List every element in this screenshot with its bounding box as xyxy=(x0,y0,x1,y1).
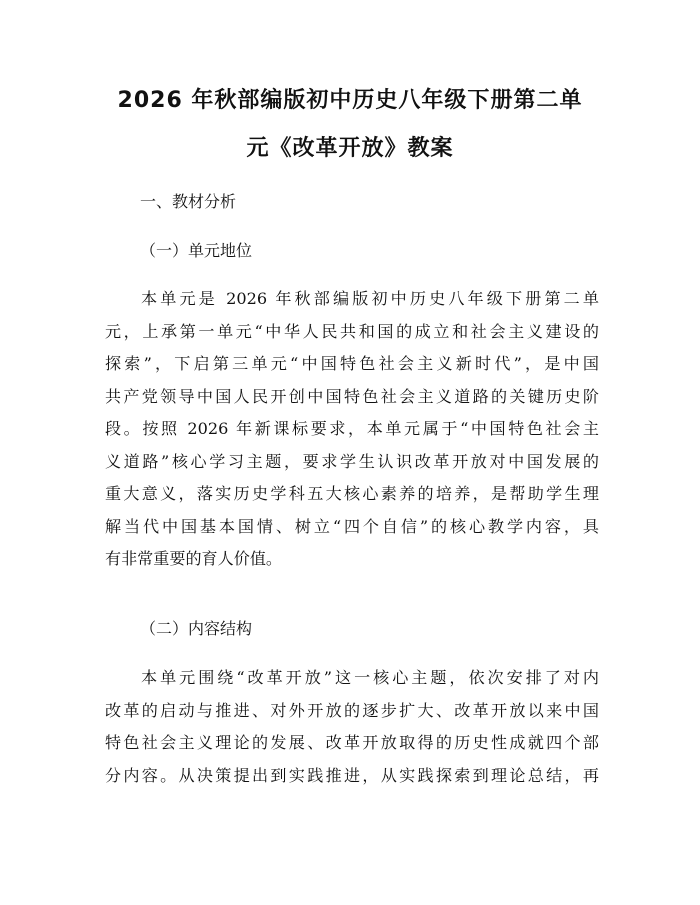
document-title-line-1: 2026 年秋部编版初中历史八年级下册第二单 xyxy=(117,88,583,113)
paragraph-line: 重大意义，落实历史学科五大核心素养的培养，是帮助学生理 xyxy=(105,484,599,503)
paragraph-line: 本单元是 2026 年秋部编版初中历史八年级下册第二单 xyxy=(141,289,599,308)
paragraph-line: 特色社会主义理论的发展、改革开放取得的历史性成就四个部 xyxy=(105,733,599,752)
paragraph-line: 段。按照 2026 年新课标要求，本单元属于“中国特色社会主 xyxy=(105,419,599,438)
paragraph-line: 本单元围绕“改革开放”这一核心主题，依次安排了对内 xyxy=(141,668,599,687)
paragraph-line: 义道路”核心学习主题，要求学生认识改革开放对中国发展的 xyxy=(105,451,599,471)
paragraph-line: 探索”，下启第三单元“中国特色社会主义新时代”，是中国 xyxy=(105,354,599,373)
paragraph-line: 共产党领导中国人民开创中国特色社会主义道路的关键历史阶 xyxy=(105,386,599,406)
paragraph-content-structure xyxy=(105,662,599,792)
paragraph-unit-position xyxy=(105,283,599,576)
paragraph-line: 分内容。从决策提出到实践推进，从实践探索到理论总结，再 xyxy=(105,765,599,785)
paragraph-line: 元，上承第一单元“中华人民共和国的成立和社会主义建设的 xyxy=(105,321,599,341)
paragraph-line: 有非常重要的育人价值。 xyxy=(105,549,283,568)
subsection-heading-unit-position: （一）单元地位 xyxy=(140,241,253,260)
paragraph-line: 解当代中国基本国情、树立“四个自信”的核心教学内容，具 xyxy=(105,516,599,536)
document-title-line-2: 元《改革开放》教案 xyxy=(246,136,454,161)
subsection-heading-content-structure: （二）内容结构 xyxy=(140,619,253,638)
paragraph-line: 改革的启动与推进、对外开放的逐步扩大、改革开放以来中国 xyxy=(105,700,599,720)
section-heading-textbook-analysis: 一、教材分析 xyxy=(140,192,237,211)
